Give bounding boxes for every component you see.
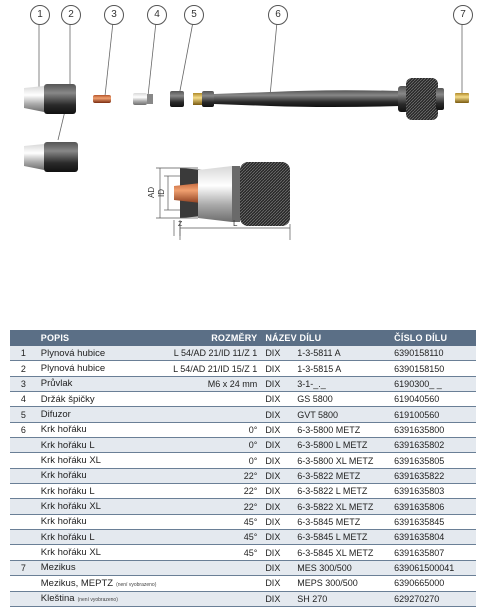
row-standard: DIX	[261, 484, 293, 499]
parts-table-wrap	[10, 330, 476, 607]
callout-4: 4	[147, 5, 167, 25]
row-number	[10, 514, 37, 529]
row-number	[10, 484, 37, 499]
dim-z-label: Z	[178, 221, 183, 228]
diffuser-5	[170, 91, 184, 107]
row-standard: DIX	[261, 591, 293, 606]
row-part-number: 6391635845	[390, 514, 476, 529]
row-number	[10, 576, 37, 591]
table-header-row	[10, 330, 476, 346]
callout-7: 7	[453, 5, 473, 25]
row-standard: DIX	[261, 376, 293, 391]
row-standard: DIX	[261, 468, 293, 483]
gas-nozzle-1	[24, 84, 76, 114]
row-part-name: MES 300/500	[293, 560, 390, 575]
row-dimensions: 45°	[160, 514, 261, 529]
row-description: Držák špičky	[37, 392, 161, 407]
row-standard: DIX	[261, 499, 293, 514]
row-number	[10, 530, 37, 545]
row-part-number: 619100560	[390, 407, 476, 422]
callout-3: 3	[104, 5, 124, 25]
row-dimensions: 22°	[160, 499, 261, 514]
dim-l-label: L	[233, 219, 238, 228]
row-part-number: 6190300_ _	[390, 376, 476, 391]
row-part-name: 6-3-5845 METZ	[293, 514, 390, 529]
row-dimensions: M6 x 24 mm	[160, 376, 261, 391]
row-description: Plynová hubice	[37, 361, 161, 376]
row-part-name: 6-3-5800 XL METZ	[293, 453, 390, 468]
table-row	[10, 560, 476, 575]
row-part-number: 6391635802	[390, 438, 476, 453]
row-part-name: 1-3-5811 A	[293, 346, 390, 361]
adapter-7	[455, 93, 469, 103]
row-number: 3	[10, 376, 37, 391]
row-part-number: 619040560	[390, 392, 476, 407]
row-part-number: 639061500041	[390, 560, 476, 575]
row-part-name: 6-3-5845 XL METZ	[293, 545, 390, 560]
header-cislo: ČÍSLO DÍLU	[390, 330, 476, 346]
table-row	[10, 346, 476, 361]
row-part-number: 6391635807	[390, 545, 476, 560]
table-row	[10, 468, 476, 483]
row-description: Krk hořáku XL	[37, 499, 161, 514]
row-dimensions: L 54/AD 21/ID 15/Z 1	[160, 361, 261, 376]
table-row	[10, 361, 476, 376]
row-description: Krk hořáku	[37, 514, 161, 529]
row-standard: DIX	[261, 514, 293, 529]
row-number: 4	[10, 392, 37, 407]
parts-table	[10, 330, 476, 607]
contact-tip-3	[93, 95, 111, 103]
row-dimensions	[160, 407, 261, 422]
row-part-number: 629270270	[390, 591, 476, 606]
nozzle-dimension-view	[147, 162, 290, 240]
row-number: 1	[10, 346, 37, 361]
dim-id-label: ID	[157, 189, 166, 197]
callout-5: 5	[184, 5, 204, 25]
callout-2: 2	[61, 5, 81, 25]
row-number: 5	[10, 407, 37, 422]
table-row	[10, 499, 476, 514]
tip-holder-4	[133, 93, 153, 105]
row-description: Krk hořáku L	[37, 530, 161, 545]
table-row	[10, 576, 476, 591]
table-row	[10, 591, 476, 606]
row-part-number: 6390158150	[390, 361, 476, 376]
table-row	[10, 484, 476, 499]
row-part-number: 6391635800	[390, 422, 476, 437]
header-popis: POPIS	[37, 330, 161, 346]
table-row	[10, 376, 476, 391]
row-part-name: MEPS 300/500	[293, 576, 390, 591]
row-note: (není vyobrazeno)	[77, 597, 118, 604]
row-dimensions: 45°	[160, 530, 261, 545]
row-standard: DIX	[261, 392, 293, 407]
row-number: 6	[10, 422, 37, 437]
row-part-number: 6391635805	[390, 453, 476, 468]
header-rozmery: ROZMĚRY	[160, 330, 261, 346]
row-dimensions	[160, 576, 261, 591]
row-dimensions: 22°	[160, 484, 261, 499]
row-description: Mezikus, MEPTZ (není vyobrazeno)	[37, 576, 161, 591]
row-part-number: 6391635806	[390, 499, 476, 514]
row-number	[10, 499, 37, 514]
row-dimensions: 45°	[160, 545, 261, 560]
row-number	[10, 591, 37, 606]
row-description: Kleština (není vyobrazeno)	[37, 591, 161, 606]
row-standard: DIX	[261, 422, 293, 437]
row-part-name: 3-1-_._	[293, 376, 390, 391]
row-description: Průvlak	[37, 376, 161, 391]
row-part-number: 6391635822	[390, 468, 476, 483]
row-description: Krk hořáku	[37, 422, 161, 437]
header-nazev: NÁZEV DÍLU	[261, 330, 390, 346]
table-row	[10, 514, 476, 529]
row-part-name: 6-3-5822 XL METZ	[293, 499, 390, 514]
row-dimensions	[160, 560, 261, 575]
row-standard: DIX	[261, 361, 293, 376]
table-row	[10, 438, 476, 453]
row-description: Krk hořáku XL	[37, 453, 161, 468]
row-description: Difuzor	[37, 407, 161, 422]
row-part-name: 6-3-5822 METZ	[293, 468, 390, 483]
callout-6: 6	[268, 5, 288, 25]
row-standard: DIX	[261, 560, 293, 575]
row-number	[10, 453, 37, 468]
table-row	[10, 545, 476, 560]
table-row	[10, 530, 476, 545]
dim-ad-label: AD	[147, 186, 156, 198]
table-row	[10, 453, 476, 468]
row-standard: DIX	[261, 576, 293, 591]
row-standard: DIX	[261, 530, 293, 545]
row-dimensions: L 54/AD 21/ID 11/Z 1	[160, 346, 261, 361]
row-part-number: 6391635804	[390, 530, 476, 545]
row-note: (není vyobrazeno)	[116, 581, 157, 588]
row-number: 2	[10, 361, 37, 376]
row-dimensions	[160, 392, 261, 407]
row-dimensions: 0°	[160, 422, 261, 437]
row-description: Plynová hubice	[37, 346, 161, 361]
table-row	[10, 422, 476, 437]
table-row	[10, 392, 476, 407]
row-part-name: GVT 5800	[293, 407, 390, 422]
row-description: Krk hořáku	[37, 468, 161, 483]
row-dimensions: 0°	[160, 438, 261, 453]
gas-nozzle-2	[24, 142, 78, 172]
row-part-name: 6-3-5845 L METZ	[293, 530, 390, 545]
row-description: Krk hořáku L	[37, 438, 161, 453]
row-part-name: GS 5800	[293, 392, 390, 407]
row-description: Krk hořáku XL	[37, 545, 161, 560]
row-part-name: 6-3-5800 L METZ	[293, 438, 390, 453]
row-part-name: 1-3-5815 A	[293, 361, 390, 376]
row-part-number: 6390158110	[390, 346, 476, 361]
row-description: Krk hořáku L	[37, 484, 161, 499]
row-part-name: SH 270	[293, 591, 390, 606]
row-standard: DIX	[261, 407, 293, 422]
row-part-number: 6390665000	[390, 576, 476, 591]
row-standard: DIX	[261, 453, 293, 468]
row-dimensions: 22°	[160, 468, 261, 483]
row-number	[10, 545, 37, 560]
row-part-name: 6-3-5822 L METZ	[293, 484, 390, 499]
row-standard: DIX	[261, 346, 293, 361]
torch-neck-6	[193, 78, 444, 120]
row-dimensions	[160, 591, 261, 606]
table-row	[10, 407, 476, 422]
row-number	[10, 438, 37, 453]
row-description: Mezikus	[37, 560, 161, 575]
row-number: 7	[10, 560, 37, 575]
row-dimensions: 0°	[160, 453, 261, 468]
row-part-name: 6-3-5800 METZ	[293, 422, 390, 437]
row-standard: DIX	[261, 545, 293, 560]
callout-1: 1	[30, 5, 50, 25]
row-number	[10, 468, 37, 483]
row-part-number: 6391635803	[390, 484, 476, 499]
row-standard: DIX	[261, 438, 293, 453]
